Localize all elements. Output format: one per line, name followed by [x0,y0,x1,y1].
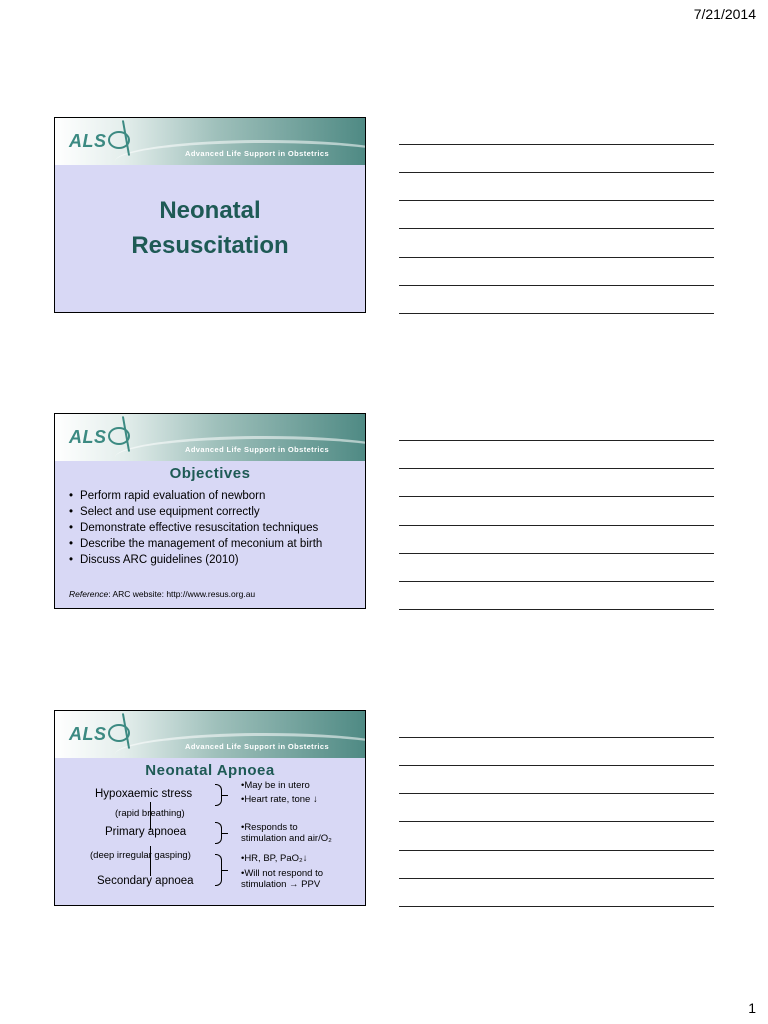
logo-o-icon [108,724,130,742]
header-tagline: Advanced Life Support in Obstetrics [185,149,330,158]
note-line [399,468,714,469]
slide-header [55,414,365,461]
slide-2 [54,413,366,609]
slide-header [55,118,365,165]
note: •May be in utero [241,780,310,791]
note-line [399,525,714,526]
note-line [399,200,714,201]
note: •Heart rate, tone ↓ [241,794,318,805]
slide-header [55,711,365,758]
note-line [399,821,714,822]
header-tagline: Advanced Life Support in Obstetrics [185,445,330,454]
brace-icon [215,784,222,806]
slide-3 [54,710,366,906]
transition-label: (deep irregular gasping) [90,850,191,861]
list-item: • Describe the management of meconium at birth [69,536,365,552]
note-line [399,850,714,851]
brace-icon [215,822,222,844]
note: •HR, BP, PaO₂↓ [241,853,308,864]
print-date: 7/21/2014 [693,6,756,22]
note-line [399,228,714,229]
note-line [399,609,714,610]
also-logo: ALS [69,724,130,745]
stage-primary-apnoea: Primary apnoea [105,826,187,838]
stage-hypoxaemic-stress: Hypoxaemic stress [95,788,193,800]
slide-title: Objectives [169,465,251,482]
note-line [399,793,714,794]
note-line [399,553,714,554]
list-item: • Demonstrate effective resuscitation techniques [69,520,365,536]
objectives-list [69,488,365,568]
note-line [399,313,714,314]
logo-o-icon [108,427,130,445]
note: stimulation and air/O₂ [241,833,332,844]
note-line [399,737,714,738]
reference-note: Reference: ARC website: http://www.resus.org.au [69,589,256,599]
note-line [399,906,714,907]
note: stimulation → PPV [241,879,321,890]
brace-icon [215,854,222,886]
list-item: • Perform rapid evaluation of newborn [69,488,365,504]
note: •Responds to [241,822,298,833]
note-line [399,257,714,258]
slide-title: Neonatal Apnoea [145,762,275,779]
stage-secondary-apnoea: Secondary apnoea [97,875,194,887]
header-tagline: Advanced Life Support in Obstetrics [185,742,330,751]
note-line [399,496,714,497]
list-item: • Select and use equipment correctly [69,504,365,520]
page-number: 1 [748,1000,756,1016]
slide-1 [54,117,366,313]
also-logo: ALS [69,131,130,152]
note-line [399,144,714,145]
list-item: • Discuss ARC guidelines (2010) [69,552,365,568]
note-line [399,581,714,582]
note-line [399,172,714,173]
also-logo: ALS [69,427,130,448]
note-line [399,765,714,766]
logo-o-icon [108,131,130,149]
note-line [399,285,714,286]
note: •Will not respond to [241,868,324,879]
note-line [399,440,714,441]
slide-title: Neonatal Resuscitation [131,197,289,259]
transition-label: (rapid breathing) [115,808,185,819]
note-line [399,878,714,879]
